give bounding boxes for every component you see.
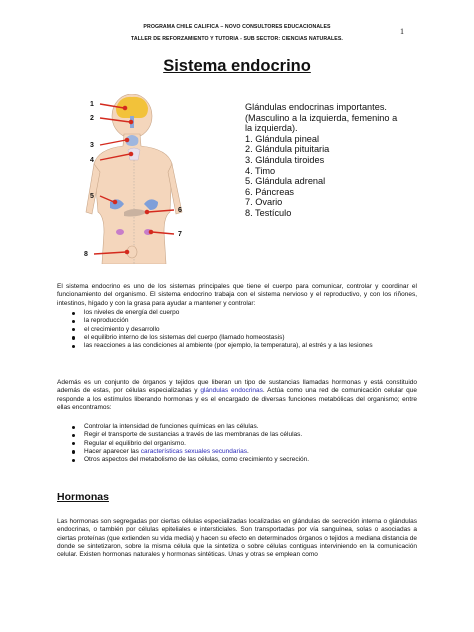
paragraph-text: . Actúa como una red de comunicación celular que responde a los estímulos liberando hormonas y es el encargado de diversas funciones metabólicas del organismo; entre ellas encontramos: xyxy=(57,387,417,411)
list-item: el equilibrio interno de los sistemas del cuerpo (llamado homeostasis) xyxy=(72,334,382,342)
caracteristicas-sexuales-link[interactable]: características sexuales secundarias xyxy=(140,447,247,455)
list-item: las reacciones a las condiciones al ambiente (por ejemplo, la temperatura), al estrés y a las lesiones xyxy=(72,342,382,350)
list-item: la reproducción xyxy=(72,317,382,325)
gland-item: 7. Ovario xyxy=(245,197,283,208)
gland-item: 3. Glándula tiroides xyxy=(245,154,325,165)
endocrine-figure xyxy=(80,94,200,264)
figure-label-3: 3 xyxy=(90,142,94,149)
paragraph-definition xyxy=(57,379,417,412)
figure-label-7: 7 xyxy=(178,231,182,238)
metabolic-functions-list xyxy=(72,423,382,464)
list-item: Controlar la intensidad de funciones químicas en las células. xyxy=(72,423,382,431)
glandulas-endocrinas-link[interactable]: glándulas endocrinas xyxy=(200,387,263,395)
page-number: 1 xyxy=(400,27,404,36)
glands-list xyxy=(245,102,420,219)
header-line-1: PROGRAMA CHILE CALIFICA – NOVO CONSULTORES EDUCACIONALES xyxy=(143,24,331,30)
gland-item: 4. Timo xyxy=(245,165,276,176)
figure-label-2: 2 xyxy=(90,115,94,122)
page-title: Sistema endocrino xyxy=(163,57,311,75)
glands-intro-line: (Masculino a la izquierda, femenino a xyxy=(245,112,398,123)
body-illustration xyxy=(80,94,200,264)
gland-item: 6. Páncreas xyxy=(245,186,295,197)
header-line-2: TALLER DE REFORZAMIENTO Y TUTORIA - SUB SECTOR: CIENCIAS NATURALES. xyxy=(131,36,343,42)
figure-label-5: 5 xyxy=(90,193,94,200)
section-title-hormonas: Hormonas xyxy=(57,491,109,503)
list-item: Regir el transporte de sustancias a través de las membranas de las células. xyxy=(72,431,382,439)
gland-item: 2. Glándula pituitaria xyxy=(245,144,330,155)
glands-intro-line: la izquierda). xyxy=(245,123,298,134)
paragraph-hormonas: Las hormonas son segregadas por ciertas células especializadas localizadas en glándulas de secreción interna o glándulas endocrinas, o también por células epiteliales e intersticiales. Son transportadas por vía sanguínea, solas o asociadas a ciertas proteínas (que extienden su vida media) y hacen su efecto en determinados órganos o tejidos a mediana distancia de donde se sintetizaron, sobre la misma célula que la sintetiza o sobre células contiguas interviniendo en la comunicación celular. Existen hormonas naturales y hormonas sintéticas. Unas y otras se emplean como xyxy=(57,518,417,559)
figure-label-4: 4 xyxy=(90,157,94,164)
list-item: los niveles de energía del cuerpo xyxy=(72,309,382,317)
figure-label-1: 1 xyxy=(90,101,94,108)
figure-label-6: 6 xyxy=(178,207,182,214)
paragraph-intro: El sistema endocrino es uno de los sistemas principales que tiene el cuerpo para comunicar, controlar y coordinar el funcionamiento del organismo. El sistema endocrino trabaja con el sistema nervioso y el reproductivo, y con los riñones, intestinos, hígado y con la grasa para ayudar a mantener y controlar: xyxy=(57,283,417,307)
paragraph-text: Además es un conjunto de órganos y tejidos que liberan un tipo de sustancias llamadas hormonas y está constituido además de estas, por células especializadas y xyxy=(57,379,417,395)
list-item: Otros aspectos del metabolismo de las células, como crecimiento y secreción. xyxy=(72,456,382,464)
glands-intro-line: Glándulas endocrinas importantes. xyxy=(245,102,387,112)
gland-item: 8. Testículo xyxy=(245,207,292,218)
gland-item: 5. Glándula adrenal xyxy=(245,176,326,187)
gland-item: 1. Glándula pineal xyxy=(245,133,320,144)
list-item: el crecimiento y desarrollo xyxy=(72,326,382,334)
list-item-text: Hacer aparecer las xyxy=(84,447,141,455)
list-item-text: . xyxy=(246,447,249,455)
functions-list xyxy=(72,309,382,350)
list-item: Regular el equilibrio del organismo. xyxy=(72,440,382,448)
figure-label-8: 8 xyxy=(84,251,88,258)
list-item xyxy=(72,448,382,456)
